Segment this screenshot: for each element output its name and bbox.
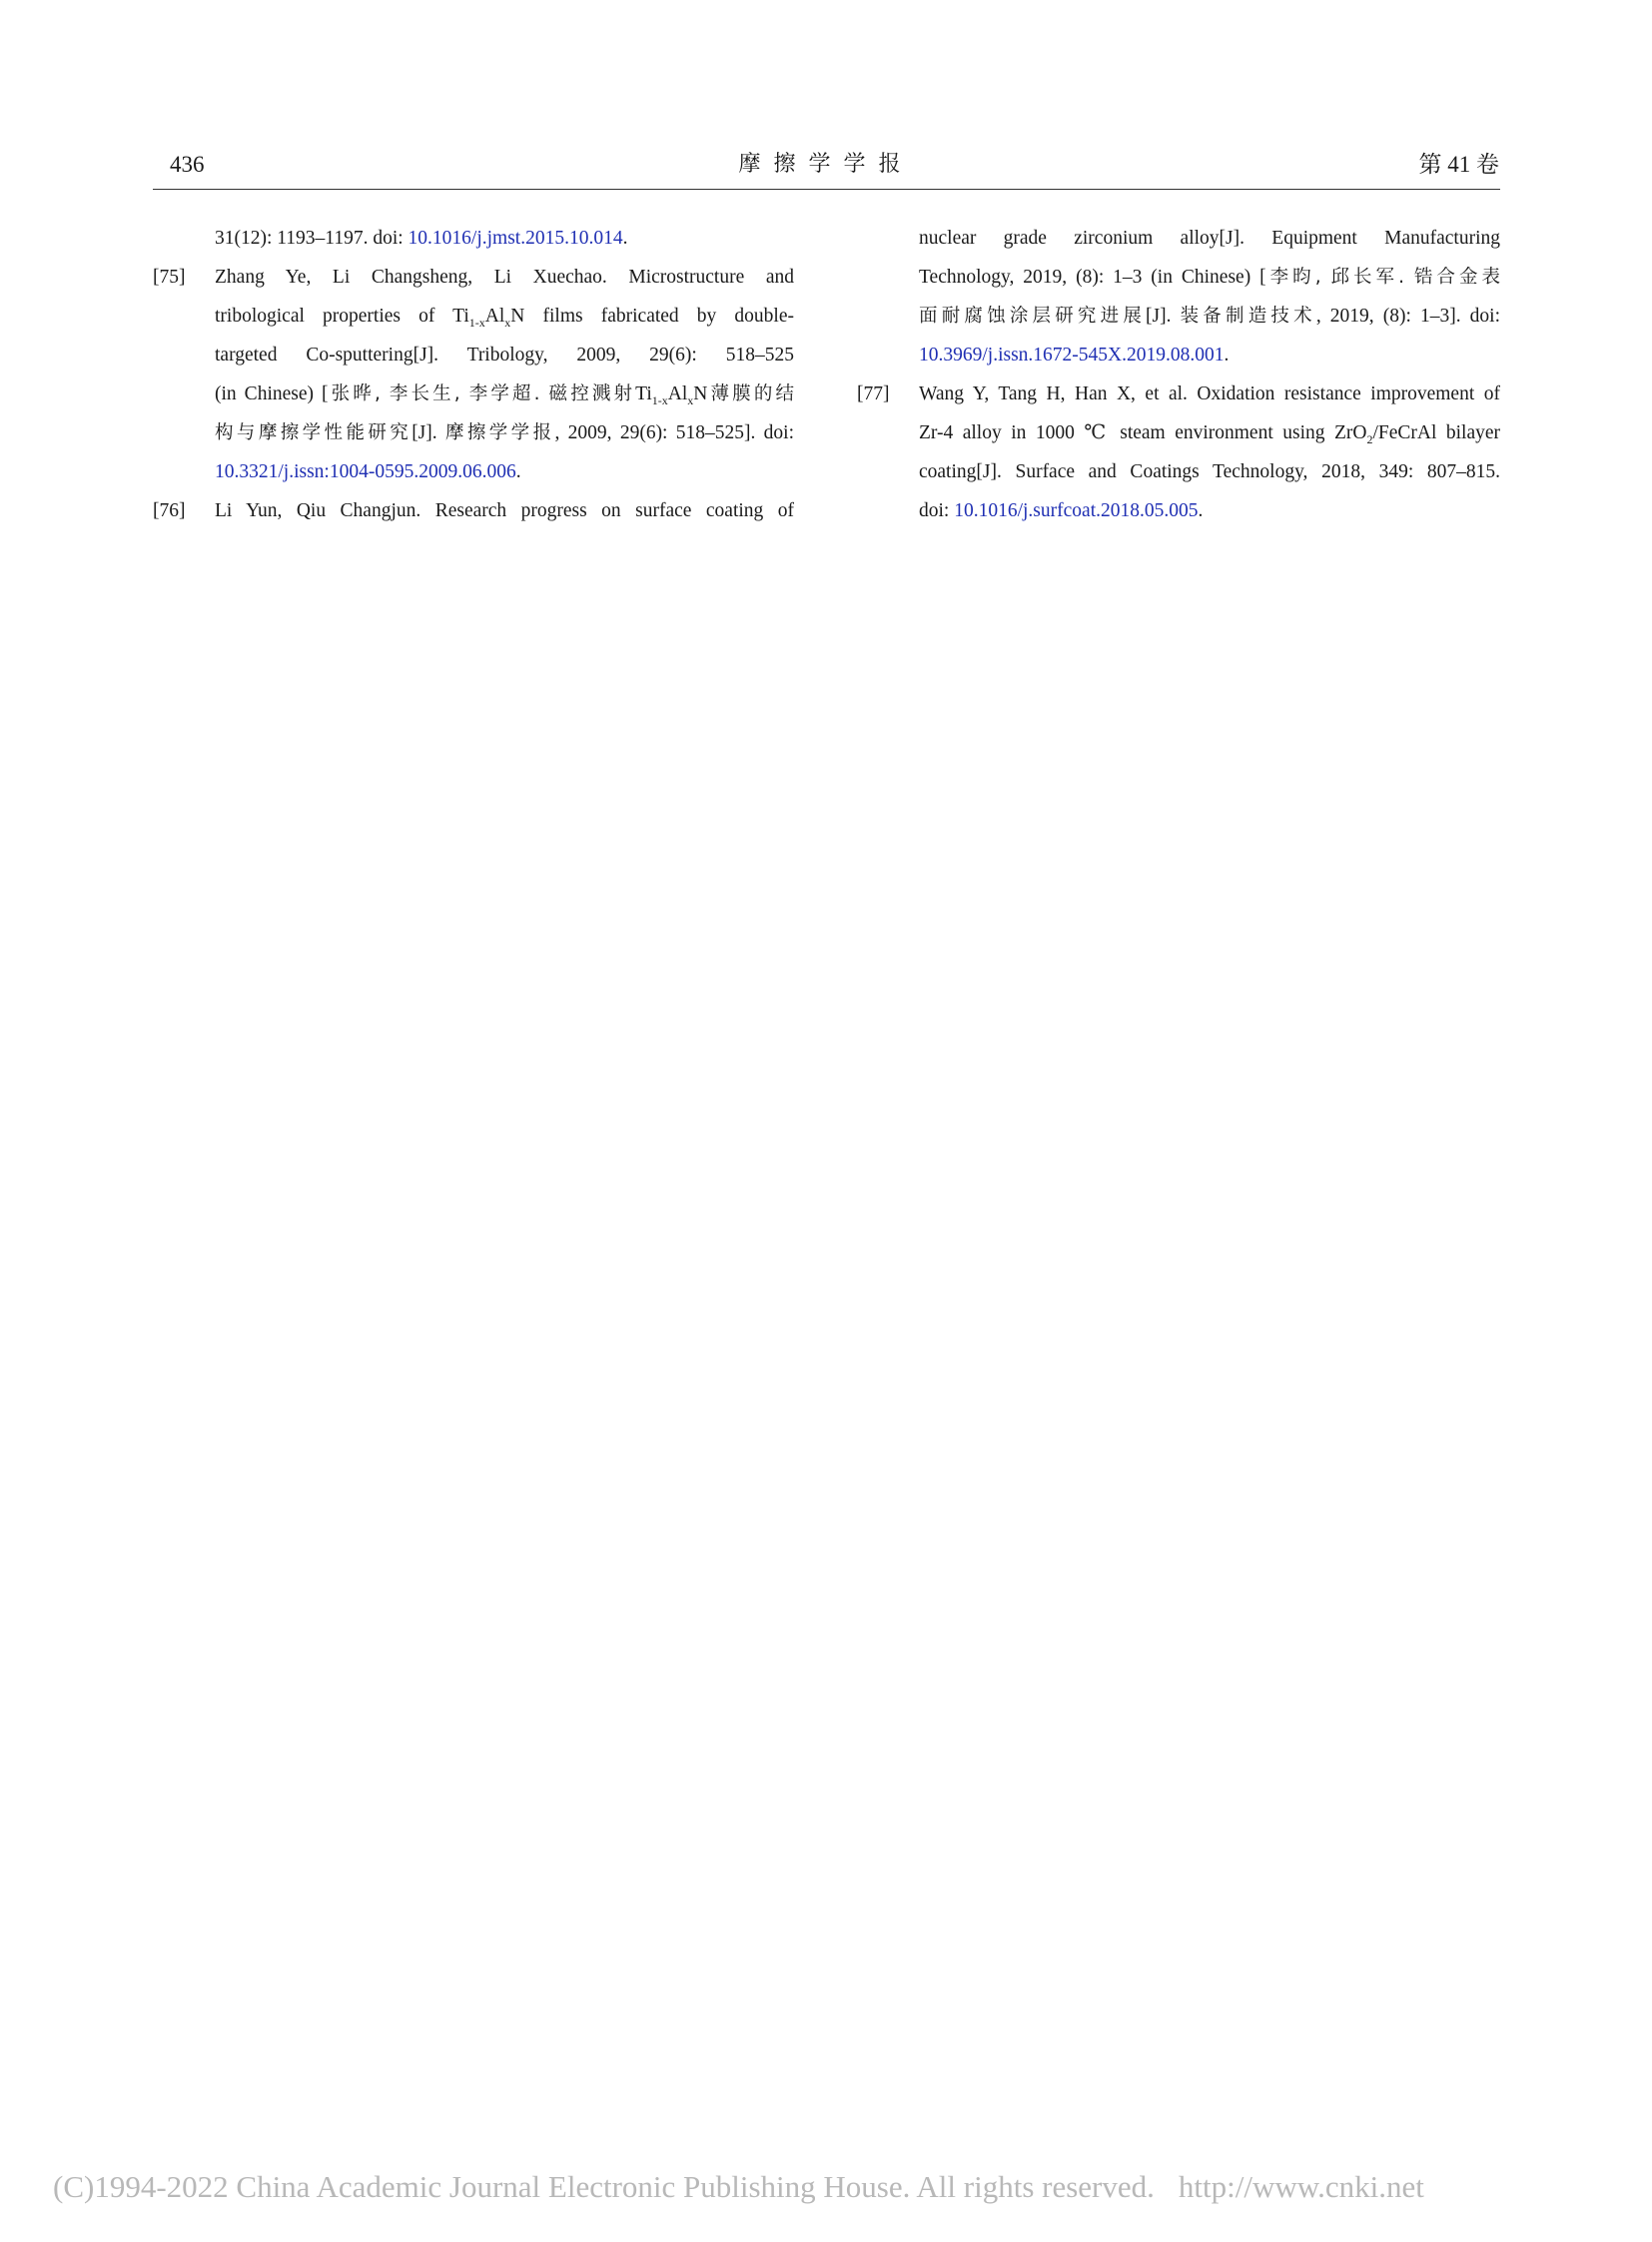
- reference-77: [857, 374, 1500, 530]
- reference-text: [J].: [412, 422, 445, 443]
- subscript: 1-x: [651, 392, 668, 407]
- reference-text: Zr-4 alloy in 1000 ℃ steam environment using ZrO: [919, 422, 1367, 443]
- reference-line: [919, 413, 1500, 452]
- subscript: 2: [1366, 431, 1373, 446]
- reference-text: .: [622, 228, 628, 249]
- reference-number: [77]: [857, 383, 890, 404]
- page-number: 436: [170, 152, 205, 177]
- reference-text: (in Chinese) [: [215, 383, 329, 404]
- reference-line: targeted Co-sputtering[J]. Tribology, 2009, 29(6): 518–525: [215, 345, 794, 366]
- subscript: x: [504, 315, 511, 330]
- reference-text-cjk: 张晔, 李长生, 李学超. 磁控溅射: [328, 383, 636, 404]
- reference-line: [215, 219, 794, 258]
- doi-link[interactable]: 10.1016/j.jmst.2015.10.014: [408, 228, 623, 249]
- reference-76: [153, 491, 794, 530]
- reference-75: [153, 258, 794, 491]
- cnki-url: http://www.cnki.net: [1178, 2169, 1424, 2204]
- reference-text: tribological properties of Ti: [215, 306, 469, 327]
- reference-text-cjk: 装备制造技术: [1180, 306, 1316, 327]
- reference-text-cjk: 李昀, 邱长军. 锆合金表: [1265, 267, 1500, 288]
- reference-text: Al: [484, 306, 505, 327]
- reference-line: [919, 491, 1500, 530]
- reference-line: Wang Y, Tang H, Han X, et al. Oxidation resistance improvement of: [919, 383, 1500, 404]
- doi-link[interactable]: 10.3969/j.issn.1672-545X.2019.08.001: [919, 345, 1225, 366]
- reference-text: Technology, 2019, (8): 1–3 (in Chinese) [: [919, 267, 1266, 288]
- reference-text: /FeCrAl bilayer: [1372, 422, 1500, 443]
- reference-text: .: [1224, 345, 1230, 366]
- reference-text: 31(12): 1193–1197. doi:: [215, 228, 409, 249]
- reference-76-continuation: [857, 219, 1500, 374]
- reference-text: , 2009, 29(6): 518–525]. doi:: [554, 422, 794, 443]
- reference-text: N: [693, 383, 708, 404]
- doi-link[interactable]: 10.3321/j.issn:1004-0595.2009.06.006: [215, 461, 516, 482]
- reference-text-cjk: 摩擦学学报: [444, 422, 555, 443]
- journal-title: 摩擦学学报: [738, 152, 914, 177]
- reference-line: [215, 297, 794, 336]
- reference-line: [215, 452, 794, 491]
- reference-text: .: [1198, 500, 1204, 521]
- reference-line: nuclear grade zirconium alloy[J]. Equipment Manufacturing: [919, 228, 1500, 249]
- reference-line: Li Yun, Qiu Changjun. Research progress on surface coating of: [215, 500, 794, 521]
- reference-text: [J].: [1146, 306, 1181, 327]
- reference-line: Zhang Ye, Li Changsheng, Li Xuechao. Microstructure and: [215, 267, 794, 288]
- reference-line: [215, 413, 794, 452]
- volume-label: 第 41 卷: [1418, 152, 1499, 177]
- reference-text: doi:: [919, 500, 955, 521]
- reference-line: coating[J]. Surface and Coatings Technology, 2018, 349: 807–815.: [919, 461, 1500, 482]
- reference-text-cjk: 面耐腐蚀涂层研究进展: [919, 306, 1147, 327]
- reference-text-cjk: 薄膜的结: [707, 383, 794, 404]
- doi-link[interactable]: 10.1016/j.surfcoat.2018.05.005: [954, 500, 1199, 521]
- reference-text: N films fabricated by double-: [510, 306, 794, 327]
- reference-number: [76]: [153, 500, 186, 521]
- reference-text-cjk: 构与摩擦学性能研究: [215, 422, 413, 443]
- reference-text: .: [515, 461, 521, 482]
- reference-74-continuation: [153, 219, 794, 258]
- reference-line: [919, 258, 1500, 297]
- reference-line: [919, 336, 1500, 374]
- header-rule: [153, 189, 1500, 190]
- reference-text: , 2019, (8): 1–3]. doi:: [1315, 306, 1500, 327]
- left-column: [153, 219, 794, 530]
- reference-number: [75]: [153, 267, 186, 288]
- copyright-text: (C)1994-2022 China Academic Journal Electronic Publishing House. All rights reserved.: [53, 2169, 1155, 2204]
- reference-line: [919, 297, 1500, 336]
- reference-line: [215, 374, 794, 413]
- copyright-watermark: [53, 2169, 1424, 2205]
- subscript: x: [687, 392, 694, 407]
- reference-text: Al: [667, 383, 688, 404]
- subscript: 1-x: [468, 315, 485, 330]
- reference-text: Ti: [635, 383, 652, 404]
- right-column: [857, 219, 1500, 530]
